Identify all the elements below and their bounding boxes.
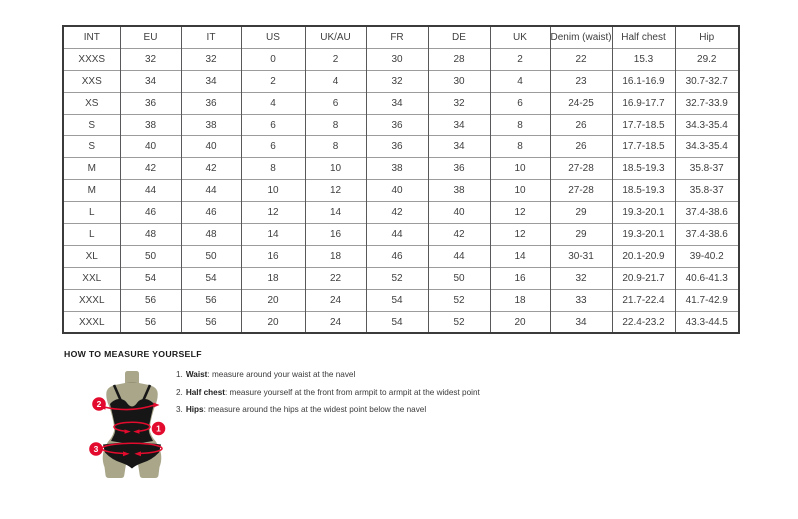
- size-cell: 35.8-37: [675, 180, 739, 202]
- size-cell: 34: [366, 92, 428, 114]
- measure-point-badge-hips: [89, 442, 103, 456]
- size-cell: 6: [305, 92, 366, 114]
- size-cell: 30: [366, 48, 428, 70]
- size-cell: 19.3-20.1: [612, 224, 675, 246]
- measure-step-waist: [176, 366, 480, 384]
- size-cell: XXXS: [63, 48, 120, 70]
- measure-point-badge-half-chest: [92, 397, 106, 411]
- size-cell: 4: [305, 70, 366, 92]
- column-header: Hip: [675, 26, 739, 48]
- size-cell: 46: [120, 202, 181, 224]
- size-cell: 44: [366, 224, 428, 246]
- size-cell: 12: [305, 180, 366, 202]
- size-cell: 8: [305, 114, 366, 136]
- size-cell: M: [63, 158, 120, 180]
- size-cell: 8: [490, 114, 550, 136]
- size-cell: 35.8-37: [675, 158, 739, 180]
- size-cell: 32: [120, 48, 181, 70]
- size-cell: XXS: [63, 70, 120, 92]
- size-cell: 12: [490, 224, 550, 246]
- size-row: [63, 311, 739, 333]
- size-cell: XXL: [63, 267, 120, 289]
- size-cell: 54: [181, 267, 241, 289]
- measure-heading: HOW TO MEASURE YOURSELF: [64, 349, 202, 359]
- step-number: 1.: [176, 370, 183, 379]
- size-cell: 38: [181, 114, 241, 136]
- column-header: FR: [366, 26, 428, 48]
- size-cell: 56: [181, 289, 241, 311]
- size-cell: 43.3-44.5: [675, 311, 739, 333]
- size-cell: 16: [305, 224, 366, 246]
- size-cell: 18: [241, 267, 305, 289]
- size-cell: 10: [490, 158, 550, 180]
- size-chart-table: [62, 25, 740, 334]
- size-row: [63, 202, 739, 224]
- size-cell: 32: [550, 267, 612, 289]
- size-cell: 40: [366, 180, 428, 202]
- size-cell: 54: [366, 289, 428, 311]
- size-cell: 42: [428, 224, 490, 246]
- size-cell: 44: [120, 180, 181, 202]
- size-row: [63, 224, 739, 246]
- size-cell: 29: [550, 224, 612, 246]
- step-text: : measure around the hips at the widest point below the navel: [203, 405, 427, 415]
- size-cell: 8: [241, 158, 305, 180]
- size-cell: 24: [305, 311, 366, 333]
- column-header: IT: [181, 26, 241, 48]
- size-cell: 12: [490, 202, 550, 224]
- size-cell: 24-25: [550, 92, 612, 114]
- size-cell: 20: [490, 311, 550, 333]
- size-cell: 14: [305, 202, 366, 224]
- size-cell: 33: [550, 289, 612, 311]
- size-cell: 34.3-35.4: [675, 114, 739, 136]
- size-cell: 22: [550, 48, 612, 70]
- size-cell: 40: [181, 136, 241, 158]
- column-header: US: [241, 26, 305, 48]
- size-cell: 22.4-23.2: [612, 311, 675, 333]
- size-cell: S: [63, 114, 120, 136]
- size-cell: 39-40.2: [675, 245, 739, 267]
- size-cell: 42: [181, 158, 241, 180]
- size-cell: 18: [490, 289, 550, 311]
- size-cell: 10: [241, 180, 305, 202]
- size-cell: 40.6-41.3: [675, 267, 739, 289]
- size-cell: 36: [120, 92, 181, 114]
- size-cell: 46: [366, 245, 428, 267]
- size-row: [63, 158, 739, 180]
- size-cell: M: [63, 180, 120, 202]
- size-cell: 52: [428, 289, 490, 311]
- size-cell: XXXL: [63, 289, 120, 311]
- size-chart-body: [63, 48, 739, 333]
- size-cell: 23: [550, 70, 612, 92]
- size-cell: 32: [366, 70, 428, 92]
- size-cell: 37.4-38.6: [675, 224, 739, 246]
- size-cell: 24: [305, 289, 366, 311]
- size-cell: 26: [550, 136, 612, 158]
- size-cell: 10: [490, 180, 550, 202]
- size-cell: 34: [428, 114, 490, 136]
- badge-number: 3: [93, 444, 99, 454]
- size-cell: XXXL: [63, 311, 120, 333]
- measure-step-hips: [176, 401, 480, 419]
- column-header: INT: [63, 26, 120, 48]
- size-cell: 16: [241, 245, 305, 267]
- size-cell: 20.9-21.7: [612, 267, 675, 289]
- size-row: [63, 136, 739, 158]
- size-cell: 20: [241, 289, 305, 311]
- size-cell: 30-31: [550, 245, 612, 267]
- size-row: [63, 267, 739, 289]
- size-cell: 15.3: [612, 48, 675, 70]
- chest-arrow-right-icon: [154, 403, 160, 408]
- size-cell: 50: [428, 267, 490, 289]
- badge-number: 1: [156, 423, 161, 434]
- size-cell: 41.7-42.9: [675, 289, 739, 311]
- size-cell: 8: [490, 136, 550, 158]
- size-cell: 32: [181, 48, 241, 70]
- size-cell: 18: [305, 245, 366, 267]
- size-cell: 48: [181, 224, 241, 246]
- step-number: 2.: [176, 387, 183, 397]
- column-header: Half chest: [612, 26, 675, 48]
- size-cell: 52: [366, 267, 428, 289]
- size-cell: 29.2: [675, 48, 739, 70]
- measure-steps-list: [176, 366, 480, 419]
- size-cell: 54: [366, 311, 428, 333]
- size-cell: 42: [120, 158, 181, 180]
- size-cell: 19.3-20.1: [612, 202, 675, 224]
- size-cell: 21.7-22.4: [612, 289, 675, 311]
- size-cell: 37.4-38.6: [675, 202, 739, 224]
- size-cell: 29: [550, 202, 612, 224]
- size-cell: 40: [120, 136, 181, 158]
- size-row: [63, 289, 739, 311]
- size-cell: 16: [490, 267, 550, 289]
- size-cell: 32: [428, 92, 490, 114]
- size-cell: 56: [120, 311, 181, 333]
- size-cell: 2: [305, 48, 366, 70]
- column-header: UK/AU: [305, 26, 366, 48]
- size-cell: 2: [241, 70, 305, 92]
- size-cell: 44: [181, 180, 241, 202]
- size-cell: 27-28: [550, 158, 612, 180]
- size-cell: 38: [366, 158, 428, 180]
- mannequin-illustration: [84, 368, 184, 482]
- step-number: 3.: [176, 405, 183, 415]
- size-row: [63, 70, 739, 92]
- size-cell: 34: [120, 70, 181, 92]
- column-header: EU: [120, 26, 181, 48]
- size-cell: 34: [550, 311, 612, 333]
- size-cell: 6: [241, 136, 305, 158]
- size-cell: 18.5-19.3: [612, 158, 675, 180]
- size-cell: 48: [120, 224, 181, 246]
- size-row: [63, 114, 739, 136]
- size-cell: 28: [428, 48, 490, 70]
- size-cell: 4: [490, 70, 550, 92]
- size-cell: 34: [181, 70, 241, 92]
- size-cell: S: [63, 136, 120, 158]
- size-cell: XS: [63, 92, 120, 114]
- size-cell: 16.9-17.7: [612, 92, 675, 114]
- size-cell: 16.1-16.9: [612, 70, 675, 92]
- column-header: DE: [428, 26, 490, 48]
- size-cell: L: [63, 224, 120, 246]
- size-cell: 12: [241, 202, 305, 224]
- size-cell: 20: [241, 311, 305, 333]
- size-row: [63, 92, 739, 114]
- size-cell: 4: [241, 92, 305, 114]
- size-cell: 18.5-19.3: [612, 180, 675, 202]
- measure-point-badge-waist: [152, 422, 166, 436]
- step-term: Hips: [185, 405, 204, 415]
- step-term: Waist: [185, 370, 208, 379]
- step-text: : measure yourself at the front from armpit to armpit at the widest point: [224, 387, 480, 397]
- size-row: [63, 180, 739, 202]
- size-cell: 0: [241, 48, 305, 70]
- size-cell: XL: [63, 245, 120, 267]
- size-cell: 42: [366, 202, 428, 224]
- size-cell: 54: [120, 267, 181, 289]
- size-chart-header-row: [63, 26, 739, 48]
- size-cell: L: [63, 202, 120, 224]
- size-cell: 30: [428, 70, 490, 92]
- size-cell: 8: [305, 136, 366, 158]
- size-cell: 2: [490, 48, 550, 70]
- size-cell: 40: [428, 202, 490, 224]
- size-cell: 56: [181, 311, 241, 333]
- size-cell: 36: [366, 114, 428, 136]
- size-cell: 6: [241, 114, 305, 136]
- size-cell: 34.3-35.4: [675, 136, 739, 158]
- size-cell: 36: [428, 158, 490, 180]
- size-cell: 14: [241, 224, 305, 246]
- size-row: [63, 48, 739, 70]
- size-cell: 36: [181, 92, 241, 114]
- size-row: [63, 245, 739, 267]
- size-cell: 34: [428, 136, 490, 158]
- step-term: Half chest: [185, 387, 225, 397]
- size-cell: 22: [305, 267, 366, 289]
- size-cell: 44: [428, 245, 490, 267]
- size-cell: 14: [490, 245, 550, 267]
- size-cell: 52: [428, 311, 490, 333]
- size-cell: 36: [366, 136, 428, 158]
- size-cell: 20.1-20.9: [612, 245, 675, 267]
- size-cell: 46: [181, 202, 241, 224]
- size-cell: 38: [428, 180, 490, 202]
- step-text: : measure around your waist at the navel: [207, 370, 356, 379]
- size-cell: 6: [490, 92, 550, 114]
- size-cell: 50: [120, 245, 181, 267]
- column-header: Denim (waist): [550, 26, 612, 48]
- size-cell: 30.7-32.7: [675, 70, 739, 92]
- measure-step-half-chest: [176, 384, 480, 402]
- size-cell: 26: [550, 114, 612, 136]
- size-cell: 38: [120, 114, 181, 136]
- size-cell: 50: [181, 245, 241, 267]
- size-cell: 17.7-18.5: [612, 114, 675, 136]
- size-cell: 17.7-18.5: [612, 136, 675, 158]
- column-header: UK: [490, 26, 550, 48]
- size-cell: 27-28: [550, 180, 612, 202]
- size-cell: 56: [120, 289, 181, 311]
- size-cell: 10: [305, 158, 366, 180]
- badge-number: 2: [96, 399, 102, 409]
- size-cell: 32.7-33.9: [675, 92, 739, 114]
